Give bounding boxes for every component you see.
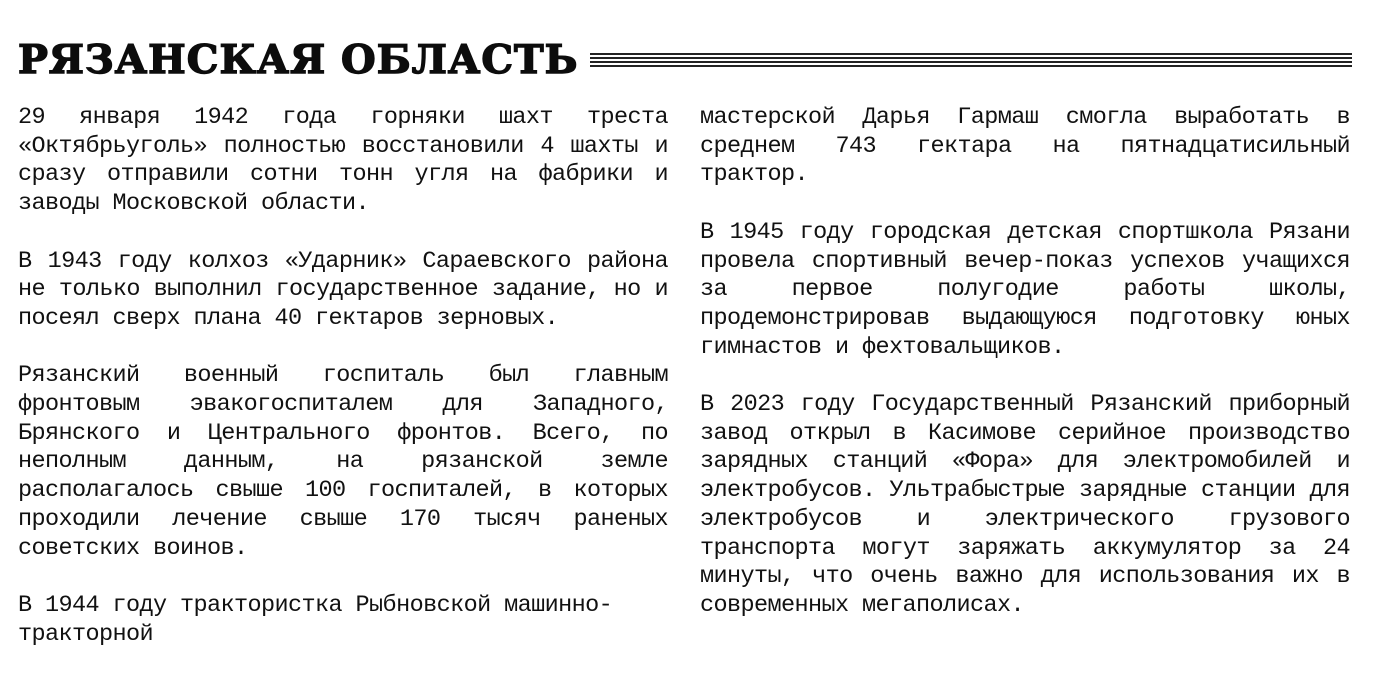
paragraph-1942: 29 января 1942 года горняки шахт треста «Октябрьуголь» полностью восстановили 4 шахты и сразу отправили сотни тонн угля на фабрики и заводы Московской области.	[18, 104, 668, 218]
page-title: РЯЗАНСКАЯ ОБЛАСТЬ	[18, 37, 579, 83]
left-column	[18, 104, 668, 678]
paragraph-1944-end: мастерской Дарья Гармаш смогла выработать в среднем 743 гектара на пятнадцатисильный трактор.	[700, 104, 1350, 189]
rule-line	[590, 61, 1352, 63]
paragraph-hospital: Рязанский военный госпиталь был главным фронтовым эвакогоспиталем для Западного, Брянского и Центрального фронтов. Всего, по неполным данным, на рязанской земле располагалось свыше 100 госпиталей, в которых проходили лечение свыше 170 тысяч раненых советских воинов.	[18, 362, 668, 562]
paragraph-2023: В 2023 году Государственный Рязанский приборный завод открыл в Касимове серийное производство зарядных станций «Фора» для электромобилей и электробусов. Ультрабыстрые зарядные станции для электробусов и электрического грузового транспорта могут заряжать аккумулятор за 24 минуты, что очень важно для использования их в современных мегаполисах.	[700, 391, 1350, 619]
rule-line	[590, 53, 1352, 55]
rule-line	[590, 65, 1352, 67]
rule-line	[590, 57, 1352, 59]
right-column	[700, 104, 1350, 649]
paragraph-1945: В 1945 году городская детская спортшкола Рязани провела спортивный вечер-показ успехов учащихся за первое полугодие работы школы, продемонстрировав выдающуюся подготовку юных гимнастов и фехтовальщиков.	[700, 218, 1350, 361]
paragraph-1943: В 1943 году колхоз «Ударник» Сараевского района не только выполнил государственное задание, но и посеял сверх плана 40 гектаров зерновых.	[18, 247, 668, 332]
title-decorative-rules	[590, 53, 1352, 67]
paragraph-1944-start: В 1944 году трактористка Рыбновской машинно-тракторной	[18, 591, 613, 648]
page-header	[18, 30, 1352, 90]
